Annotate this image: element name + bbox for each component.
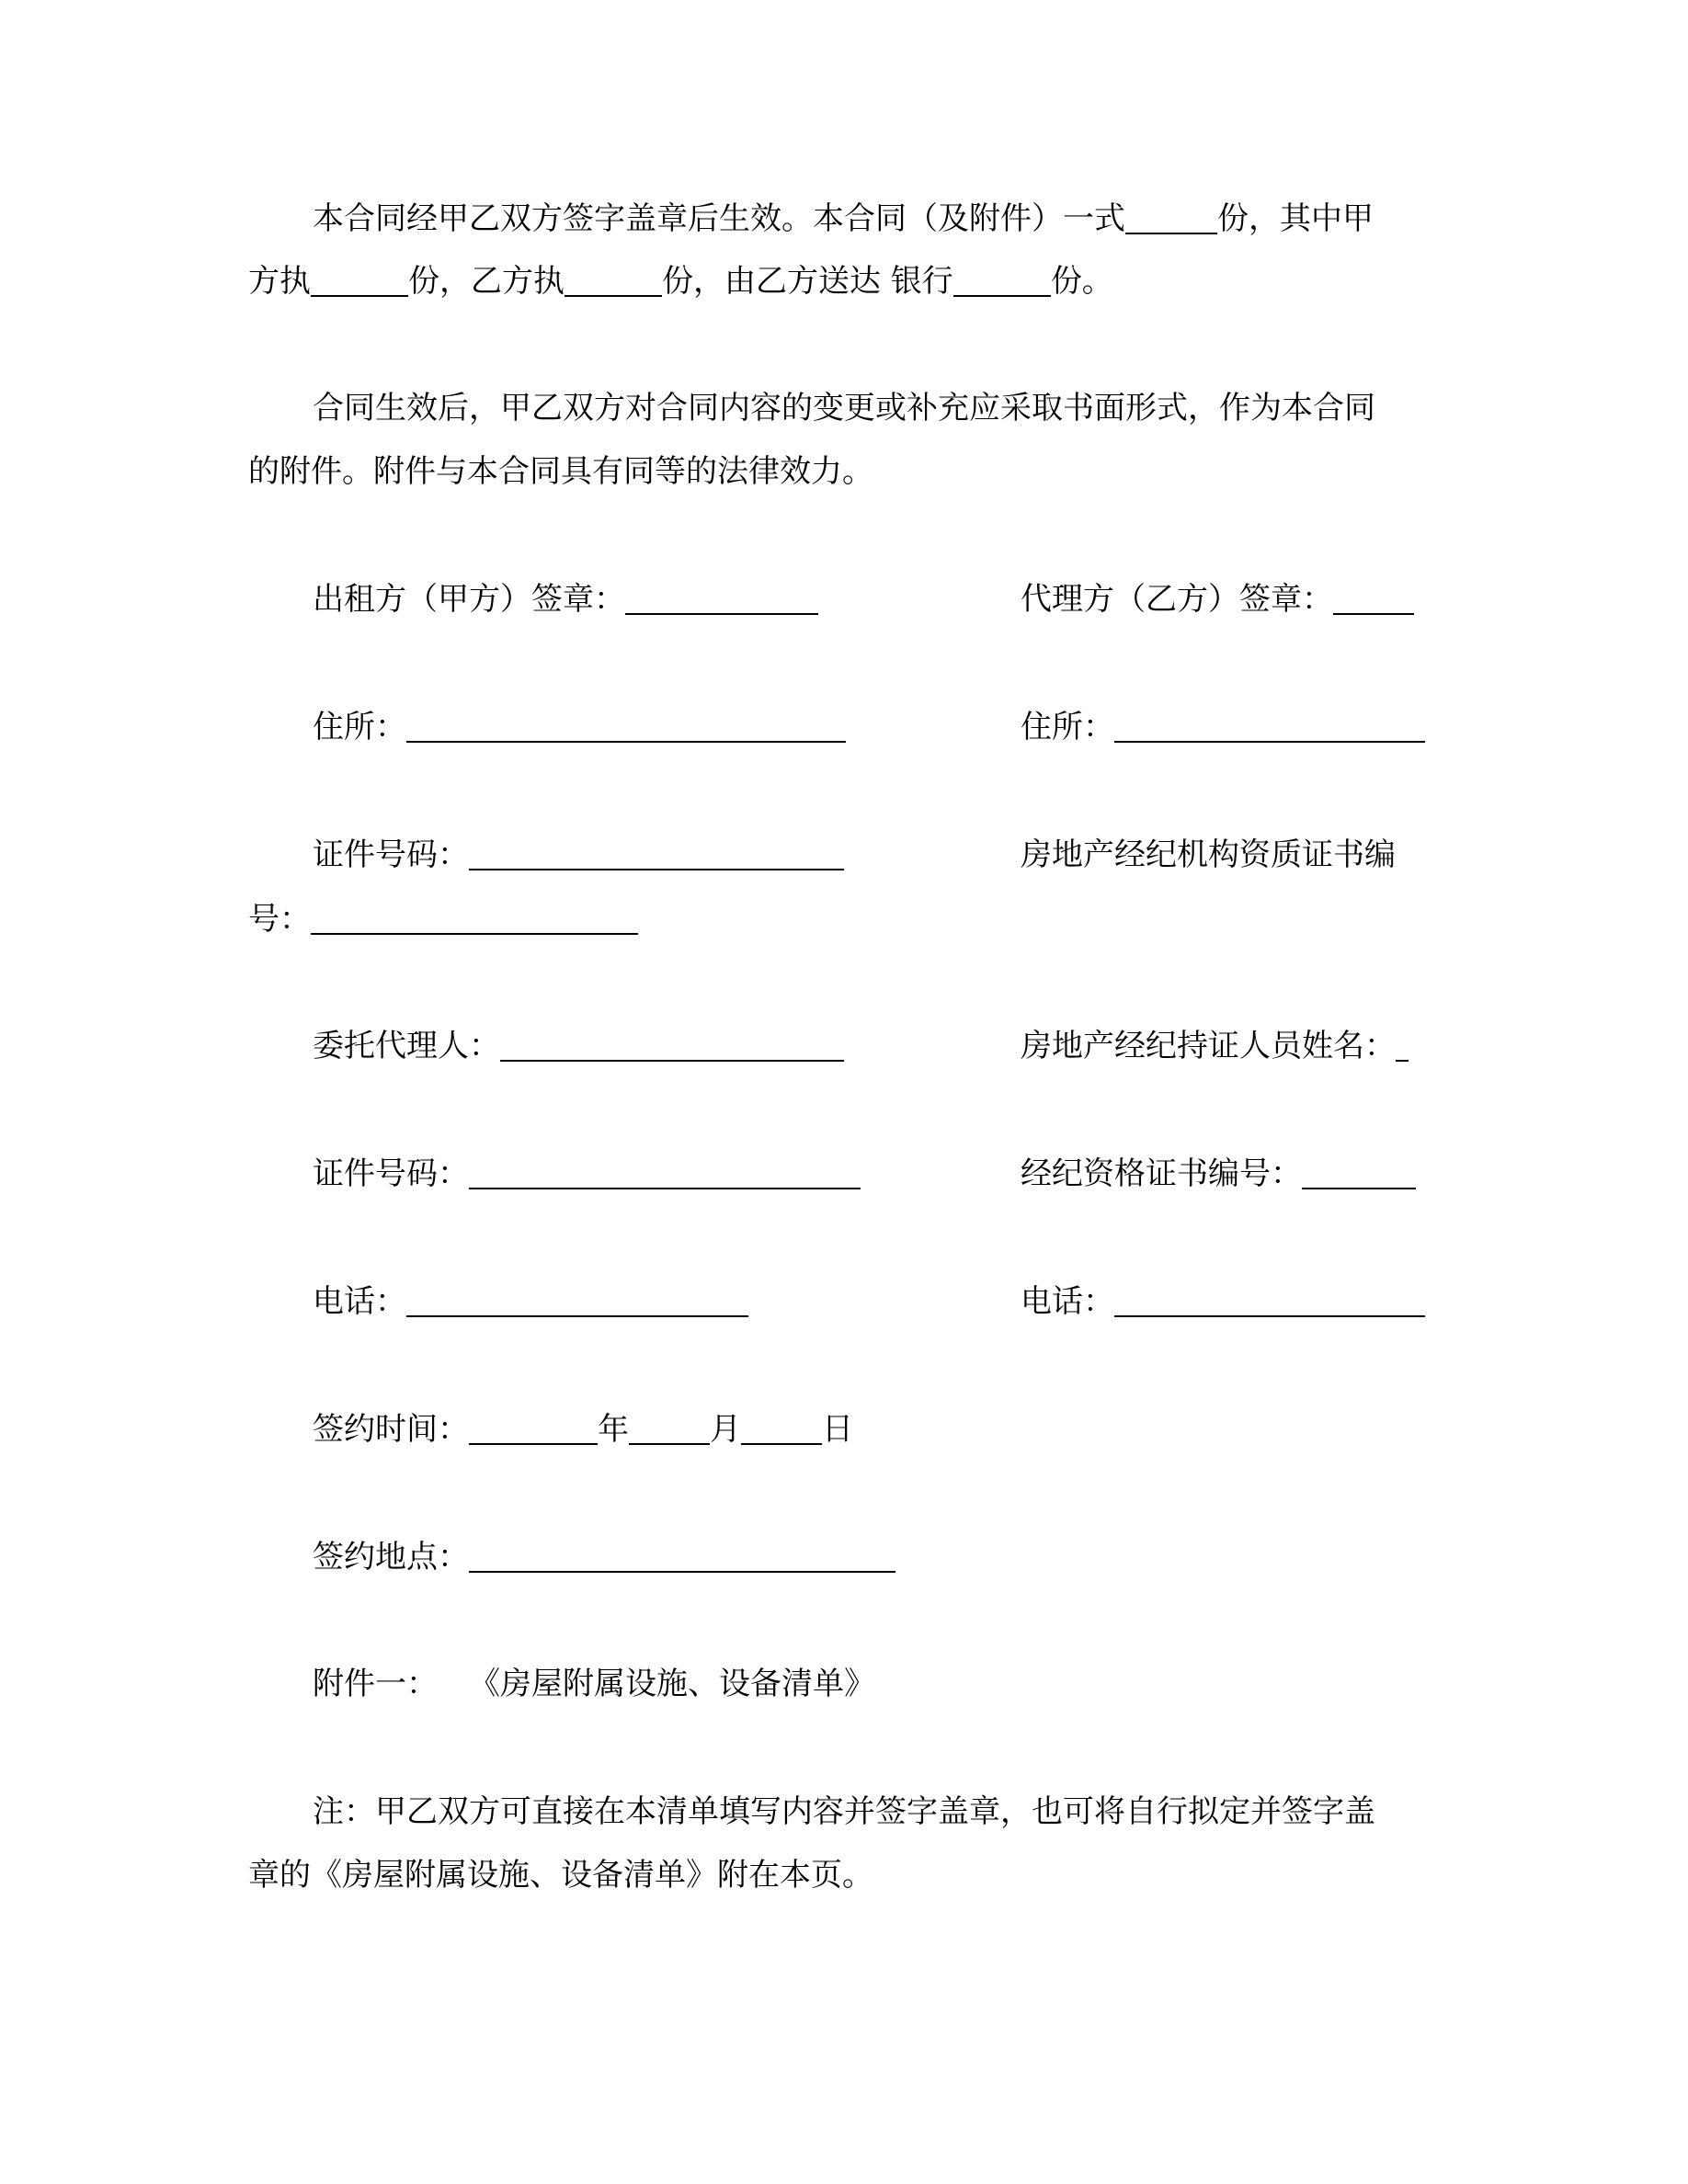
attachment-label: 附件一：	[313, 1666, 438, 1702]
attachment-row	[313, 1666, 875, 1702]
lessor-seal-field[interactable]	[625, 586, 818, 615]
validity-line-1	[313, 200, 1374, 237]
validity-text-2c: 份，由乙方送达 银行	[662, 263, 953, 300]
amendment-line-1: 合同生效后，甲乙双方对合同内容的变更或补充应采取书面形式，作为本合同	[313, 390, 1375, 427]
lessor-address-label: 住所：	[313, 709, 406, 745]
agent-seal-row	[1021, 581, 1414, 618]
agent-seal-label: 代理方（乙方）签章：	[1021, 581, 1333, 618]
lessor-phone-row	[313, 1283, 748, 1320]
year-label: 年	[598, 1411, 629, 1448]
signing-place-row	[313, 1539, 895, 1575]
entrusted-agent-row	[313, 1028, 844, 1064]
validity-text-1b: 份，其中甲	[1217, 200, 1374, 237]
lessor-id-row	[313, 836, 844, 873]
agent-address-field[interactable]	[1114, 713, 1425, 743]
validity-text-1a: 本合同经甲乙双方签字盖章后生效。本合同（及附件）一式	[313, 200, 1125, 237]
lessor-phone-label: 电话：	[313, 1283, 406, 1320]
validity-text-2b: 份，乙方执	[408, 263, 565, 300]
signing-day-field[interactable]	[741, 1416, 822, 1445]
agent-phone-field[interactable]	[1114, 1288, 1425, 1317]
broker-name-row	[1021, 1028, 1409, 1064]
lessor-phone-field[interactable]	[406, 1288, 748, 1317]
validity-text-2a: 方执	[248, 263, 311, 300]
note-line-1: 注：甲乙双方可直接在本清单填写内容并签字盖章，也可将自行拟定并签字盖	[313, 1793, 1375, 1830]
note-line-2: 章的《房屋附属设施、设备清单》附在本页。	[248, 1857, 873, 1894]
broker-cert-field[interactable]	[1302, 1160, 1416, 1189]
month-label: 月	[710, 1411, 741, 1448]
entrusted-agent-label: 委托代理人：	[313, 1028, 500, 1064]
agency-cert-field[interactable]	[311, 905, 638, 935]
attachment-title: 《房屋附属设施、设备清单》	[469, 1666, 875, 1702]
agent-phone-row	[1021, 1283, 1425, 1320]
signing-place-field[interactable]	[469, 1543, 895, 1573]
agent-address-label: 住所：	[1021, 709, 1114, 745]
validity-text-2d: 份。	[1050, 263, 1113, 300]
agency-cert-label-line-1: 房地产经纪机构资质证书编	[1021, 836, 1396, 873]
agency-cert-label-line-2: 号：	[248, 901, 311, 938]
copies-party-b-blank[interactable]	[565, 267, 662, 297]
validity-line-2	[248, 263, 1113, 300]
agency-cert-row	[248, 901, 638, 938]
broker-cert-label: 经纪资格证书编号：	[1021, 1155, 1302, 1192]
copies-total-blank[interactable]	[1125, 205, 1217, 234]
broker-name-label: 房地产经纪持证人员姓名：	[1021, 1028, 1396, 1064]
lessor-address-row	[313, 709, 846, 745]
lessor-id-field[interactable]	[469, 841, 844, 870]
signing-time-label: 签约时间：	[313, 1411, 469, 1448]
lessor-seal-row	[313, 581, 818, 618]
entrusted-id-field[interactable]	[469, 1160, 861, 1189]
agent-phone-label: 电话：	[1021, 1283, 1114, 1320]
signing-month-field[interactable]	[629, 1416, 710, 1445]
copies-party-a-blank[interactable]	[311, 267, 408, 297]
broker-cert-row	[1021, 1155, 1416, 1192]
agent-address-row	[1021, 709, 1425, 745]
agent-seal-field[interactable]	[1333, 586, 1414, 615]
entrusted-agent-field[interactable]	[500, 1032, 844, 1062]
signing-time-row	[313, 1411, 853, 1448]
lessor-address-field[interactable]	[406, 713, 846, 743]
broker-name-field[interactable]	[1396, 1032, 1409, 1062]
signing-year-field[interactable]	[469, 1416, 598, 1445]
copies-bank-blank[interactable]	[953, 267, 1051, 297]
signing-place-label: 签约地点：	[313, 1539, 469, 1575]
day-label: 日	[822, 1411, 853, 1448]
entrusted-id-row	[313, 1155, 861, 1192]
amendment-line-2: 的附件。附件与本合同具有同等的法律效力。	[248, 453, 873, 490]
lessor-seal-label: 出租方（甲方）签章：	[313, 581, 625, 618]
lessor-id-label: 证件号码：	[313, 836, 469, 873]
entrusted-id-label: 证件号码：	[313, 1155, 469, 1192]
